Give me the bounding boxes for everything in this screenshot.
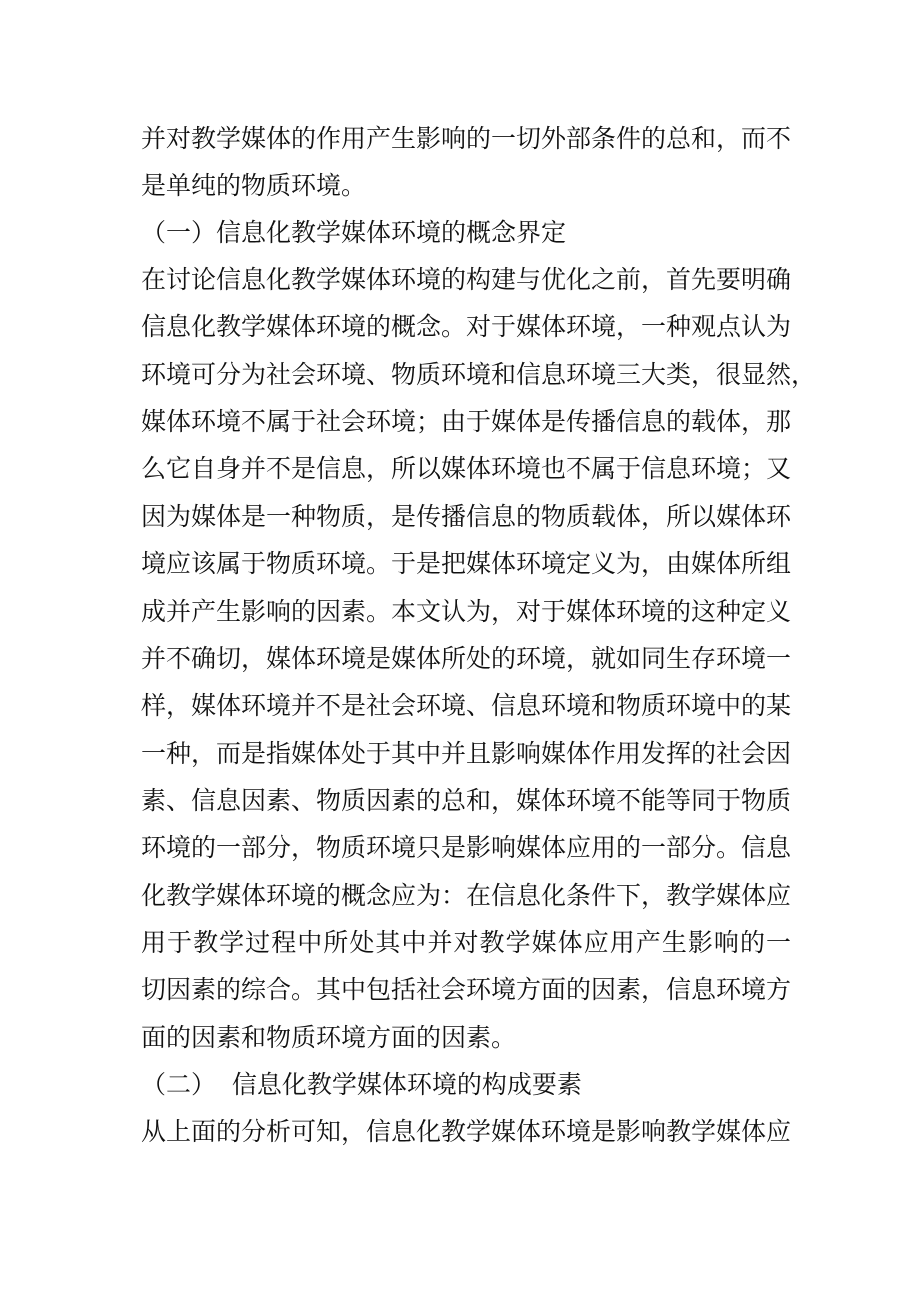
paragraph-2-line-10: 一种，而是指媒体处于其中并且影响媒体作用发挥的社会因 [141,739,792,768]
paragraph-2-line-14: 用于教学过程中所处其中并对教学媒体应用产生影响的一 [141,928,791,957]
paragraph-2-line-16: 面的因素和物质环境方面的因素。 [141,1023,517,1052]
paragraph-2-line-4: 么它自身并不是信息，所以媒体环境也不属于信息环境；又 [141,454,792,483]
paragraph-2-line-7: 成并产生影响的因素。本文认为，对于媒体环境的这种定义 [141,597,792,626]
paragraph-4-line-0: 从上面的分析可知，信息化教学媒体环境是影响教学媒体应 [141,1117,792,1146]
paragraph-0-line-0: 并对教学媒体的作用产生影响的一切外部条件的总和，而不 [141,124,792,153]
paragraph-2-line-1: 信息化教学媒体环境的概念。对于媒体环境，一种观点认为 [141,312,792,341]
section-heading-2: （二） 信息化教学媒体环境的构成要素 [141,1070,582,1099]
paragraph-2-line-5: 因为媒体是一种物质，是传播信息的物质载体，所以媒体环 [141,502,792,531]
paragraph-2-line-8: 并不确切，媒体环境是媒体所处的环境，就如同生存环境一 [141,644,792,673]
paragraph-2-line-2: 环境可分为社会环境、物质环境和信息环境三大类，很显然， [141,360,817,389]
section-heading-1: （一）信息化教学媒体环境的概念界定 [141,218,567,247]
paragraph-2-line-3: 媒体环境不属于社会环境；由于媒体是传播信息的载体，那 [141,407,792,436]
paragraph-2-line-6: 境应该属于物质环境。于是把媒体环境定义为，由媒体所组 [141,549,792,578]
paragraph-2-line-15: 切因素的综合。其中包括社会环境方面的因素，信息环境方 [141,975,792,1004]
paragraph-0-line-1: 是单纯的物质环境。 [141,171,367,200]
paragraph-2-line-0: 在讨论信息化教学媒体环境的构建与优化之前，首先要明确 [141,265,792,294]
paragraph-2-line-12: 环境的一部分，物质环境只是影响媒体应用的一部分。信息 [141,833,792,862]
paragraph-2-line-9: 样，媒体环境并不是社会环境、信息环境和物质环境中的某 [141,691,792,720]
paragraph-2-line-13: 化教学媒体环境的概念应为：在信息化条件下，教学媒体应 [141,881,792,910]
paragraph-2-line-11: 素、信息因素、物质因素的总和，媒体环境不能等同于物质 [141,786,792,815]
